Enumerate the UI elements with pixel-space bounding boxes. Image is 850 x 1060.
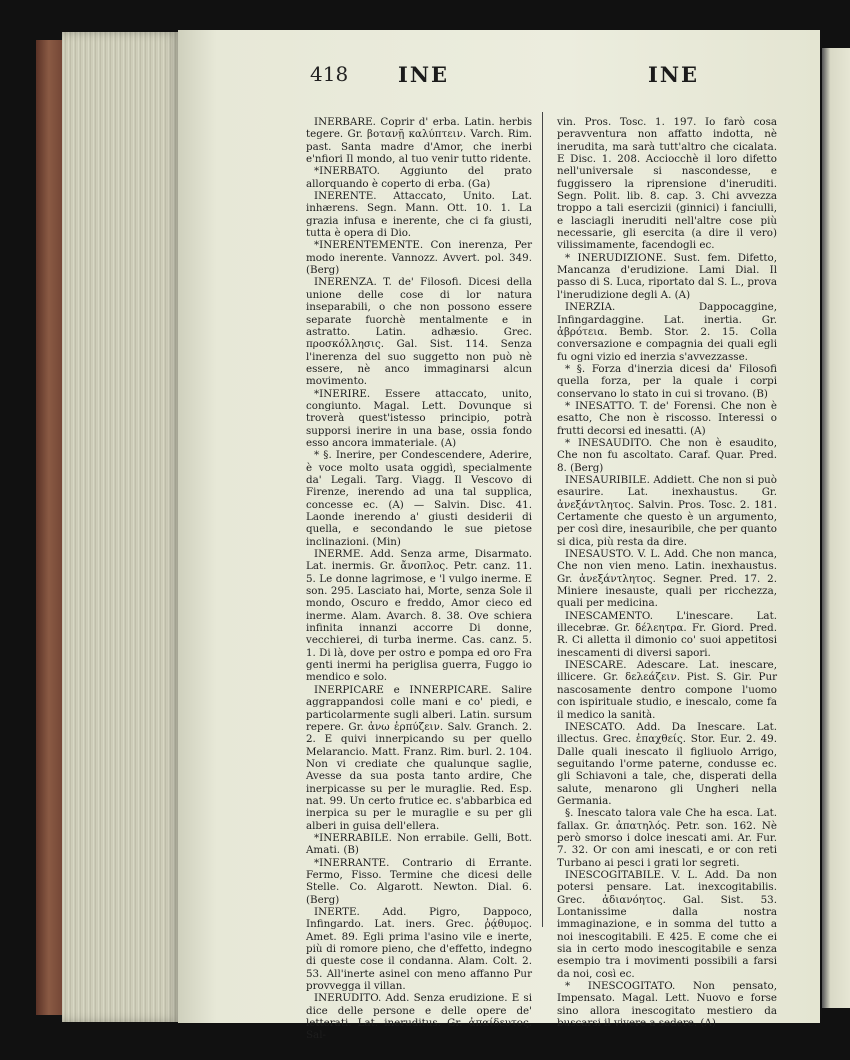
dictionary-entry: §. Inescato talora vale Che ha esca. Lat. fallax. Gr. ἀπατηλός. Petr. son. 162. Nè però smorso i dolce inescati ami. Ar. Fur. 7. 32. Or con ami inescati, e or con reti Turbano ai pesci i grati lor segreti. [557, 807, 777, 869]
facing-page-edge [822, 48, 850, 1008]
dictionary-entry: INESCOGITABILE. V. L. Add. Da non potersi pensare. Lat. inexcogitabilis. Grec. ἀδιανόητος. Gal. Sist. 53. Lontanissime dalla nostra immaginazione, e in somma del tutto a noi inescogitabili. E 425. E come che ei sia in certo modo inescogitabile e senza esempio tra i movimenti possibili a farsi da noi, così ec. [557, 868, 777, 980]
page-number: 418 [310, 62, 349, 86]
dictionary-entry: *INERBATO. Aggiunto del prato allorquando è coperto di erba. (Ga) [306, 165, 532, 190]
dictionary-entry: INESAURIBILE. Addiett. Che non si può esaurire. Lat. inexhaustus. Gr. ἀνεξάντλητος. Salvin. Pros. Tosc. 2. 181. Certamente che questo è un argumento, per così dire, inesauribile, che per quanto si dica, più resta da dire. [557, 473, 777, 548]
dictionary-entry: *INERENTEMENTE. Con inerenza, Per modo inerente. Vannozz. Avvert. pol. 349. (Berg) [306, 239, 532, 277]
dictionary-entry: INERUDITO. Add. Senza erudizione. E si dice delle persone e delle opere de' letterati. Lat. ineruditus. Gr. ἀπαίδευτος. Sal- [306, 992, 532, 1042]
dictionary-entry: INESCAMENTO. L'inescare. Lat. illecebræ. Gr. δέλεητρα. Fr. Giord. Pred. R. Ci alletta il dimonio co' suoi appetitosi inescamenti di diversi sapori. [557, 609, 777, 659]
dictionary-entry: INERTE. Add. Pigro, Dappoco, Infingardo. Lat. iners. Grec. ῥᾴθυμος. Amet. 89. Egli prima l'asino vile e inerte, più di romore pieno, che d'effetto, indegno di queste cose il condanna. Alam. Colt. 2. 53. All'inerte asinel con meno affanno Pur provvegga il villan. [306, 906, 532, 993]
dictionary-entry: *INERIRE. Essere attaccato, unito, congiunto. Magal. Lett. Dovunque si troverà quest'istesso principio, potrà supporsi inerire in una base, ossia fondo esso ancora immateriale. (A) [306, 387, 532, 449]
dictionary-entry: INESCATO. Add. Da Inescare. Lat. illectus. Grec. ἐπαχθείς. Stor. Eur. 2. 49. Dalle quali inescato il figliuolo Arrigo, seguitando l'orme paterne, condusse ec. gli Schiavoni a tale, che, disperati della salute, menarono gli Ungheri nella Germania. [557, 720, 777, 807]
dictionary-entry: INERZIA. Dappocaggine, Infingardaggine. Lat. inertia. Gr. ἀβρότεια. Bemb. Stor. 2. 15. Colla conversazione e compagnia dei quali egli fu ogni vizio ed inerzia s'avvezzasse. [557, 301, 777, 363]
page-edges [62, 32, 180, 1022]
dictionary-entry: *INERRANTE. Contrario di Errante. Fermo, Fisso. Termine che dicesi delle Stelle. Co. Algarott. Newton. Dial. 6. (Berg) [306, 856, 532, 906]
dictionary-entry: INERPICARE e INNERPICARE. Salire aggrappandosi colle mani e co' piedi, e particolarmente sugli alberi. Latin. sursum repere. Gr. ἀνω ἑρπύζειν. Salv. Granch. 2. 2. E quivi innerpicando su per quello Melarancio. Matt. Franz. Rim. burl. 2. 104. Non vi crediate che qualunque saglie, Avesse da sua posta tanto ardire, Che inerpicasse su per le muraglie. Red. Esp. nat. 99. Un certo frutice ec. s'abbarbica ed inerpica su per le muraglie e su per gli alberi in guisa dell'ellera. [306, 683, 532, 832]
dictionary-entry: INERME. Add. Senza arme, Disarmato. Lat. inermis. Gr. ἄνοπλος. Petr. canz. 11. 5. Le donne lagrimose, e 'l vulgo inerme. E son. 295. Lasciato hai, Morte, senza Sole il mondo, Oscuro e freddo, Amor cieco ed inerme. Alam. Avarch. 8. 38. Ove schiera infinita innanzi accorre Di donne, vecchierei, di turba inerme. Cas. canz. 5. 1. Di là, dove per ostro e pompa ed oro Fra genti inermi ha periglisa guerra, Fuggo io mendico e solo. [306, 548, 532, 684]
dictionary-entry: * INERUDIZIONE. Sust. fem. Difetto, Mancanza d'erudizione. Lami Dial. Il passo di S. Luca, riportato dal S. L., prova l'inerudizione degli A. (A) [557, 251, 777, 301]
column-rule [542, 112, 543, 927]
page-header [310, 62, 790, 102]
dictionary-entry: * INESAUDITO. Che non è esaudito, Che non fu ascoltato. Caraf. Quar. Pred. 8. (Berg) [557, 436, 777, 474]
dictionary-entry: * §. Inerire, per Condescendere, Aderire, è voce molto usata oggidì, specialmente da' Legali. Targ. Viagg. Il Vescovo di Firenze, inerendo ad una tal supplica, concesse ec. (A) — Salvin. Disc. 41. Laonde inerendo a' giusti desiderii di quella, e secondando le sue pietose inclinazioni. (Min) [306, 449, 532, 548]
left-column [306, 116, 532, 1042]
dictionary-entry: *INERRABILE. Non errabile. Gelli, Bott. Amati. (B) [306, 831, 532, 857]
dictionary-entry: * §. Forza d'inerzia dicesi da' Filosofi quella forza, per la quale i corpi conservano lo stato in cui si trovano. (B) [557, 362, 777, 400]
dictionary-entry: INERBARE. Coprir d' erba. Latin. herbis tegere. Gr. βοτανῇ καλύπτειν. Varch. Rim. past. Santa madre d'Amor, che inerbi e'nfiori Il mondo, al tuo venir tutto ridente. [306, 116, 532, 166]
dictionary-entry: * INESATTO. T. de' Forensi. Che non è esatto, Che non è riscosso. Interessi o frutti decorsi ed inesatti. (A) [557, 399, 777, 437]
dictionary-entry: vin. Pros. Tosc. 1. 197. Io farò cosa peravventura non affatto indotta, nè inerudita, ma sarà tutt'altro che cicalata. E Disc. 1. 208. Acciocchè il loro difetto nell'universale si nascondesse, e fuggissero la riprensione d'ineruditi. Segn. Polit. lib. 8. cap. 3. Chi avvezza troppo a tali esercizii (ginnici) i fanciulli, e lasciagli ineruditi nell'altre cose più necessarie, gli esercita (a dire il vero) vilissimamente, facendogli ec. [557, 116, 777, 252]
dictionary-entry: INERENZA. T. de' Filosofi. Dicesi della unione delle cose di lor natura inseparabili, o che non possono essere separate fuorchè mentalmente e in astratto. Latin. adhæsio. Grec. προσκόλλησις. Gal. Sist. 114. Senza l'inerenza del suo suggetto non può nè essere, nè anco immaginarsi alcun movimento. [306, 276, 532, 388]
right-running-head: INE [648, 62, 700, 87]
dictionary-entry: INERENTE. Attaccato, Unito. Lat. inhærens. Segn. Mann. Ott. 10. 1. La grazia infusa e inerente, che ci fa giusti, tutta è opera di Dio. [306, 190, 532, 240]
dictionary-entry: * INESCOGITATO. Non pensato, Impensato. Magal. Lett. Nuovo e forse sino allora inescogitato mestiero da buscarsi il vivere a sedere. (A) [557, 980, 777, 1030]
right-column [557, 116, 777, 1029]
dictionary-entry: INESAUSTO. V. L. Add. Che non manca, Che non vien meno. Latin. inexhaustus. Gr. ἀνεξάντλητος. Segner. Pred. 17. 2. Miniere inesauste, quali per ricchezza, quali per medicina. [557, 548, 777, 610]
dictionary-entry: INESCARE. Adescare. Lat. inescare, illicere. Gr. δελεάζειν. Pist. S. Gir. Pur nascosamente dentro compone l'uomo con ispirituale studio, e inescalo, come fa il medico la sanità. [557, 659, 777, 721]
left-running-head: INE [398, 62, 450, 87]
